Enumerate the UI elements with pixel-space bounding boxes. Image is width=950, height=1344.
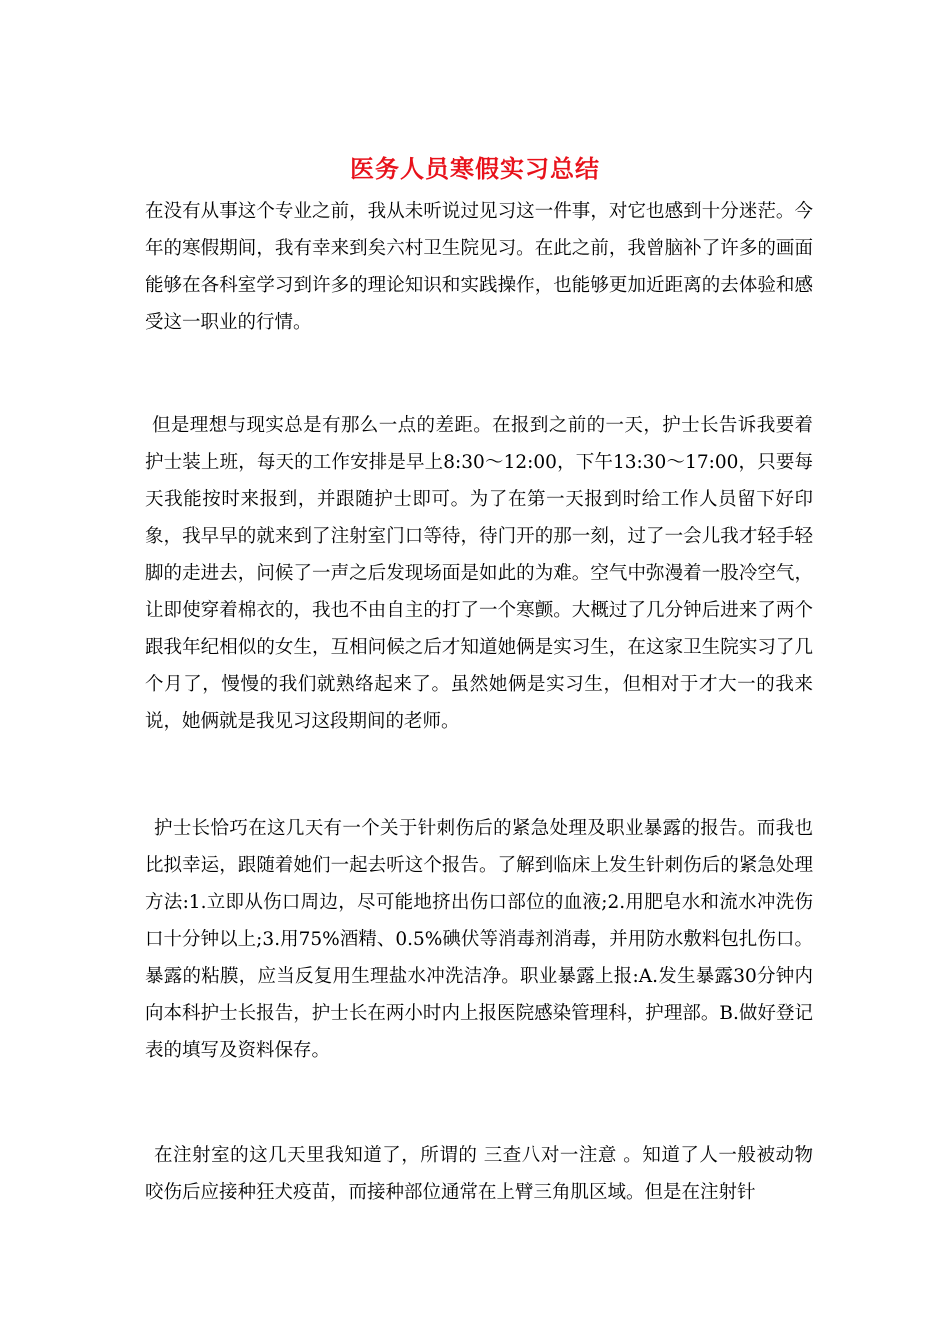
paragraph-4: 在注射室的这几天里我知道了，所谓的 三查八对一注意 。知道了人一般被动物咬伤后应接种狂犬疫苗，而接种部位通常在上臂三角肌区域。但是在注射针 <box>145 1145 813 1203</box>
paragraph-1: 在没有从事这个专业之前，我从未听说过见习这一件事，对它也感到十分迷茫。今年的寒假期间，我有幸来到矣六村卫生院见习。在此之前，我曾脑补了许多的画面 能够在各科室学习到许多的理论知识和实践操作，也能够更加近距离的去体验和感受这一职业的行情。 <box>145 201 813 333</box>
document-title: 医务人员寒假实习总结 <box>350 154 600 183</box>
paragraph-2: 但是理想与现实总是有那么一点的差距。在报到之前的一天，护士长告诉我要着护士装上班，每天的工作安排是早上8:30～12:00，下午13:30～17:00，只要每天我能按时来报到，并跟随护士即可。为了在第一天报到时给工作人员留下好印象，我早早的就来到了注射室门口等待，待门开的那一刻，过了一会儿我才轻手轻脚的走进去，问候了一声之后发现场面是如此的为难。空气中弥漫着一股冷空气，让即使穿着棉衣的，我也不由自主的打了一个寒颤。大概过了几分钟后进来了两个跟我年纪相似的女生，互相问候之后才知道她俩是实习生，在这家卫生院实习了几个月了，慢慢的我们就熟络起来了。虽然她俩是实习生，但相对于才大一的我来说，她俩就是我见习这段期间的老师。 <box>145 415 813 732</box>
paragraph-3: 护士长恰巧在这几天有一个关于针刺伤后的紧急处理及职业暴露的报告。而我也比拟幸运，跟随着她们一起去听这个报告。了解到临床上发生针刺伤后的紧急处理方法:1.立即从伤口周边，尽可能地挤出伤口部位的血液;2.用肥皂水和流水冲洗伤口十分钟以上;3.用75%酒精、0.5%碘伏等消毒剂消毒，并用防水敷料包扎伤口。暴露的粘膜，应当反复用生理盐水冲洗洁净。职业暴露上报:A.发生暴露30分钟内向本科护士长报告，护士长在两小时内上报医院感染管理科，护理部。B.做好登记表的填写及资料保存。 <box>145 818 813 1061</box>
